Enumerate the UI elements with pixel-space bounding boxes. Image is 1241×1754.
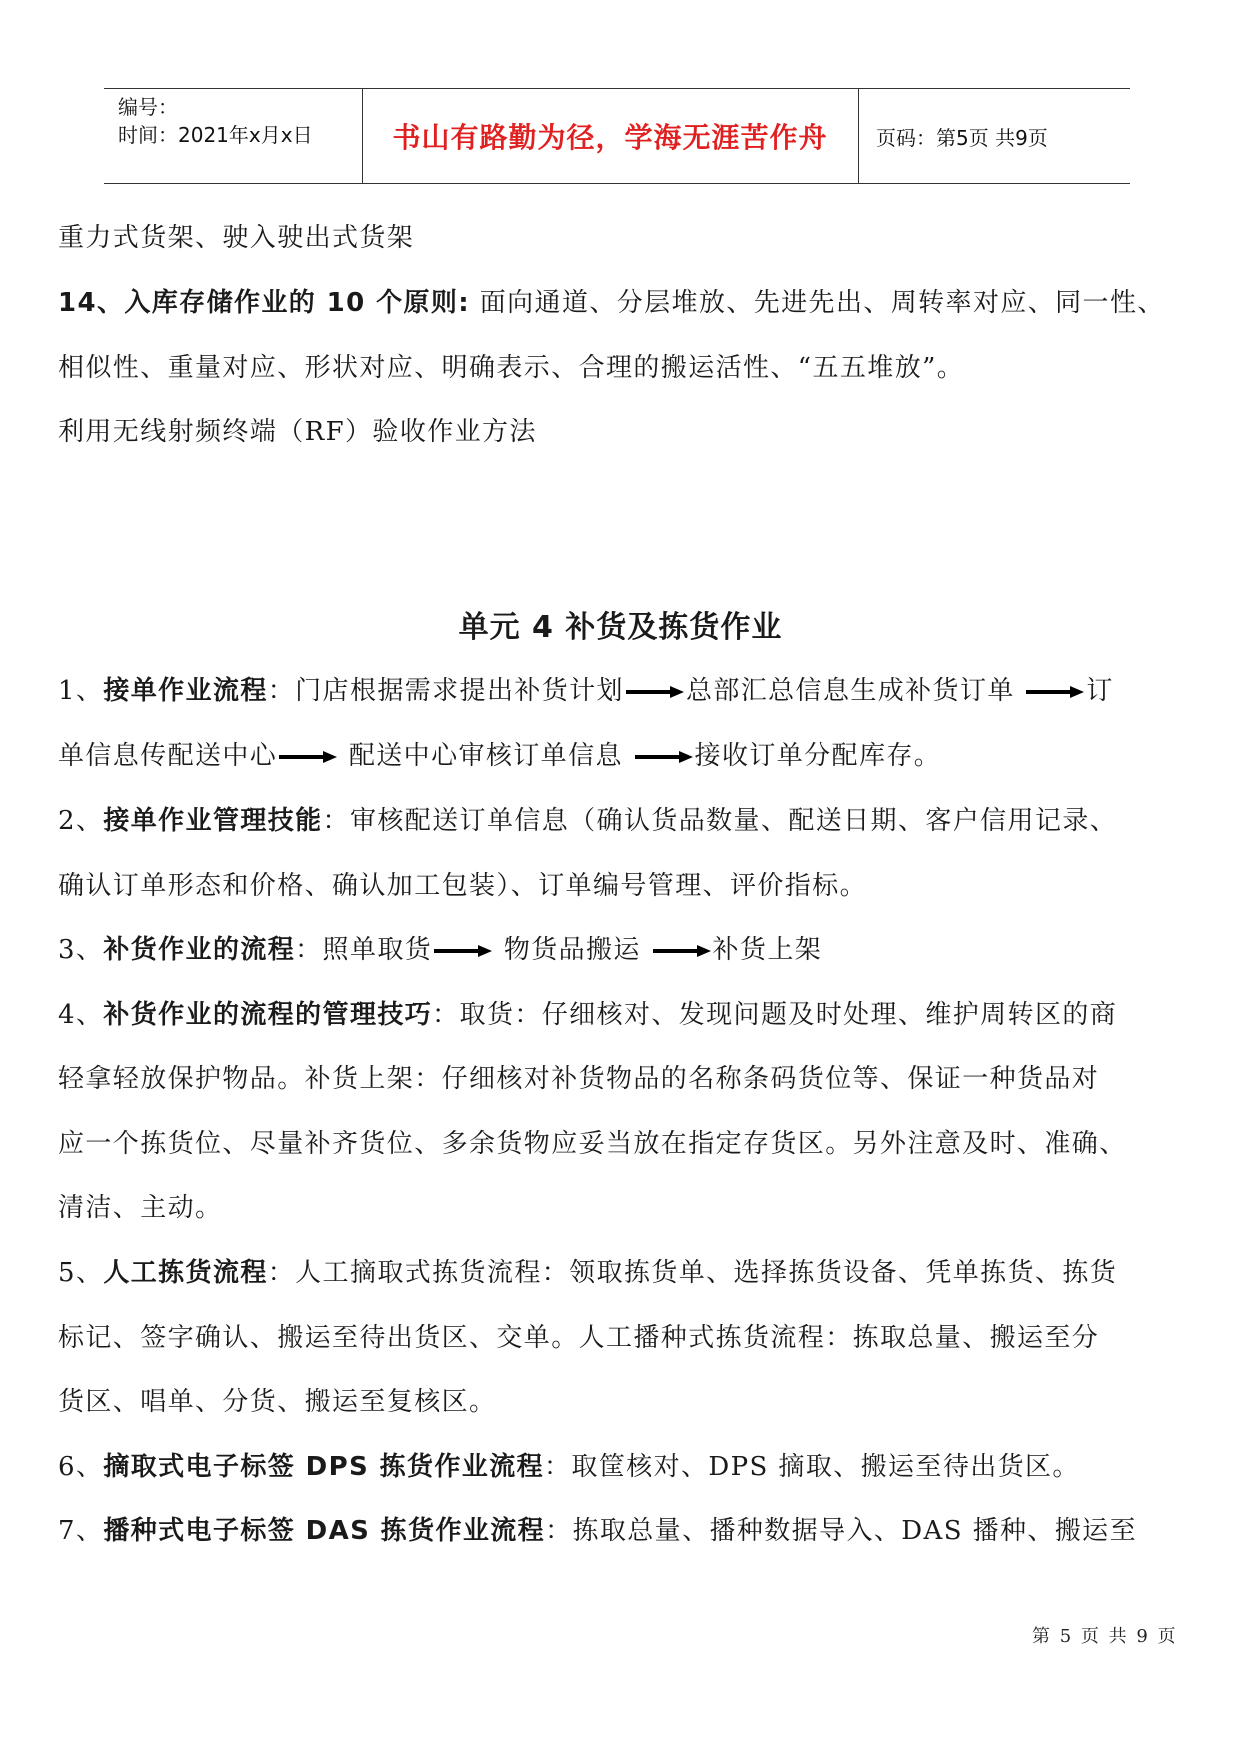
item-text: ：门店根据需求提出补货计划: [267, 676, 624, 706]
paragraph-line: 利用无线射频终端（RF）验收作业方法: [58, 417, 537, 447]
item-number: 3、: [58, 935, 104, 965]
arrow-right-icon: [635, 750, 693, 764]
item-heading: 14、入库存储作业的 10 个原则:: [58, 288, 471, 318]
item-text: 订: [1086, 676, 1114, 706]
paragraph-line: [58, 803, 1201, 839]
paragraph-line: [58, 738, 1201, 774]
page-footer: 第 5 页 共 9 页: [1032, 1626, 1178, 1647]
item-text: 配送中心审核订单信息: [339, 741, 633, 771]
paragraph-line: [58, 1513, 1201, 1549]
item-heading: 补货作业的流程: [103, 935, 296, 965]
item-text: 面向通道、分层堆放、先进先出、周转率对应、同一性、: [470, 288, 1165, 318]
header-time-label: 时间：2021年x月x日: [118, 123, 313, 147]
paragraph-line: 清洁、主动。: [58, 1193, 223, 1223]
item-heading: 接单作业管理技能: [103, 806, 323, 836]
item-text: 总部汇总信息生成补货订单: [685, 676, 1025, 706]
item-number: 7、: [58, 1516, 104, 1546]
item-text: ：照单取货: [295, 935, 433, 965]
item-number: 1、: [58, 676, 104, 706]
item-number: 4、: [58, 1000, 104, 1030]
item-number: 5、: [58, 1258, 104, 1288]
paragraph-line: 货区、唱单、分货、搬运至复核区。: [58, 1387, 497, 1417]
header-page-label: 页码：第5页 共9页: [876, 125, 1048, 150]
paragraph-line: 确认订单形态和价格、确认加工包装）、订单编号管理、评价指标。: [58, 871, 868, 901]
item-text: ：拣取总量、播种数据导入、DAS 播种、搬运至: [545, 1516, 1137, 1546]
item-text: 物货品搬运: [494, 935, 651, 965]
item-number: 6、: [58, 1452, 104, 1482]
header-divider-left: [362, 89, 363, 183]
arrow-right-icon: [1026, 685, 1084, 699]
arrow-right-icon: [653, 944, 711, 958]
header-meta: [118, 93, 313, 149]
paragraph-line: 重力式货架、驶入驶出式货架: [58, 223, 415, 253]
item-text: ：审核配送订单信息（确认货品数量、配送日期、客户信用记录、: [322, 806, 1118, 836]
item-text: 接收订单分配库存。: [694, 741, 942, 771]
item-heading: 摘取式电子标签 DPS 拣货作业流程: [103, 1452, 545, 1482]
arrow-right-icon: [434, 944, 492, 958]
arrow-right-icon: [626, 685, 684, 699]
item-heading: 补货作业的流程的管理技巧: [103, 1000, 433, 1030]
header-number-label: 编号：: [118, 95, 178, 119]
unit-title: 单元 4 补货及拣货作业: [458, 610, 783, 645]
paragraph-line: [58, 932, 1201, 968]
paragraph-line: 轻拿轻放保护物品。补货上架：仔细核对补货物品的名称条码货位等、保证一种货品对: [58, 1064, 1100, 1094]
item-text: 单信息传配送中心: [58, 741, 278, 771]
arrow-right-icon: [279, 750, 337, 764]
item-text: ：人工摘取式拣货流程：领取拣货单、选择拣货设备、凭单拣货、拣货: [267, 1258, 1118, 1288]
item-heading: 播种式电子标签 DAS 拣货作业流程: [103, 1516, 546, 1546]
paragraph-line: 应一个拣货位、尽量补齐货位、多余货物应妥当放在指定存货区。另外注意及时、准确、: [58, 1129, 1127, 1159]
document-header: [104, 88, 1130, 184]
paragraph-line: 标记、签字确认、搬运至待出货区、交单。人工播种式拣货流程：拣取总量、搬运至分: [58, 1323, 1100, 1353]
item-text: ：取货：仔细核对、发现问题及时处理、维护周转区的商: [432, 1000, 1118, 1030]
header-motto: 书山有路勤为径，学海无涯苦作舟: [392, 121, 828, 154]
item-heading: 接单作业流程: [103, 676, 268, 706]
header-divider-right: [858, 89, 859, 183]
item-heading: 人工拣货流程: [103, 1258, 268, 1288]
item-number: 2、: [58, 806, 104, 836]
paragraph-line: [58, 285, 1201, 321]
paragraph-line: 相似性、重量对应、形状对应、明确表示、合理的搬运活性、“五五堆放”。: [58, 353, 965, 383]
item-text: 补货上架: [712, 935, 823, 965]
paragraph-line: [58, 1255, 1201, 1291]
item-text: ：取筐核对、DPS 摘取、搬运至待出货区。: [544, 1452, 1080, 1482]
paragraph-line: [58, 673, 1201, 709]
paragraph-line: [58, 997, 1201, 1033]
paragraph-line: [58, 1449, 1201, 1485]
